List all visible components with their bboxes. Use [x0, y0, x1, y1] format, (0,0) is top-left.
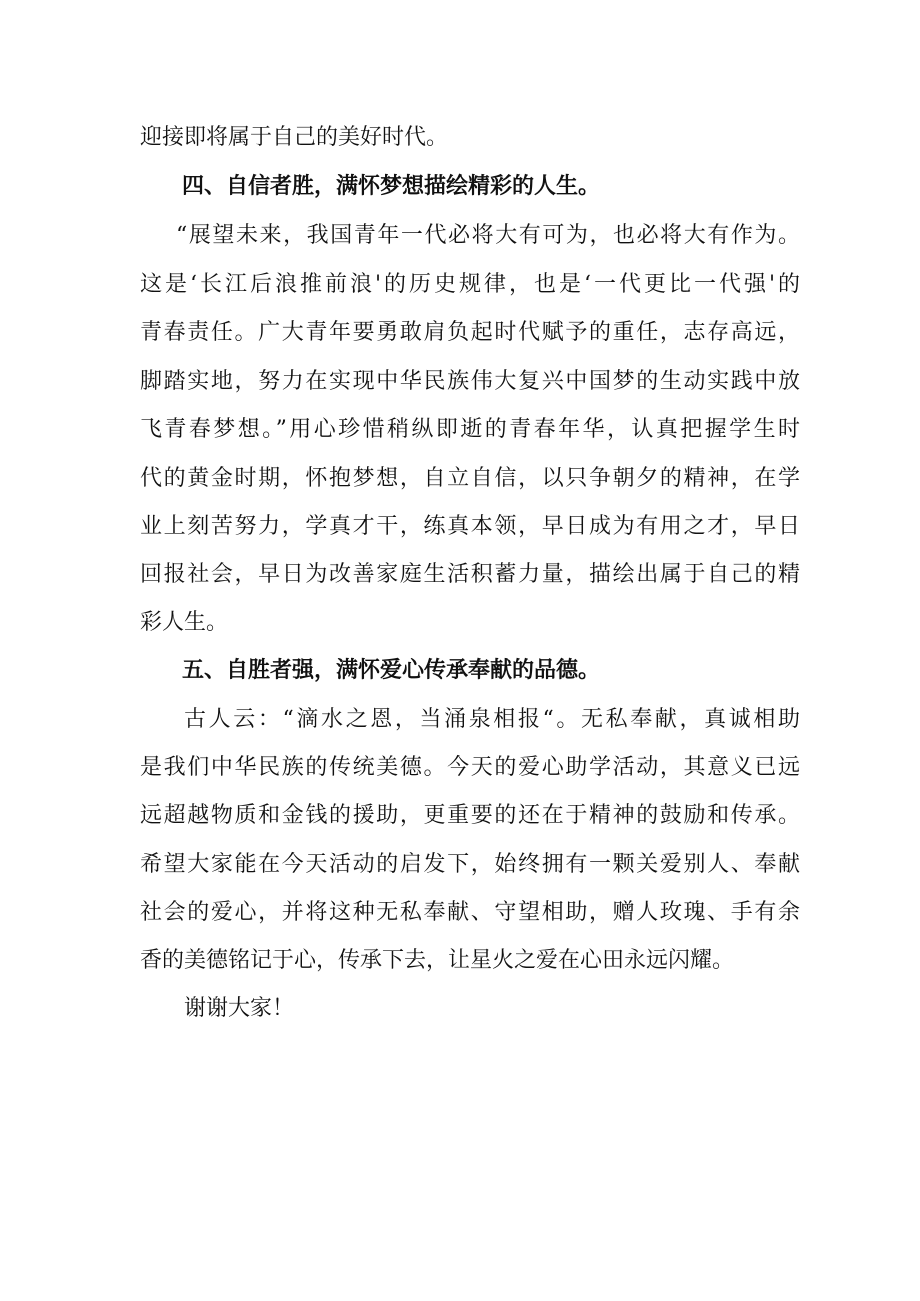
paragraph-line: 古人云：“滴水之恩，当涌泉相报“。无私奉献，真诚相助 [184, 707, 800, 732]
section-heading-5: 五、自胜者强，满怀爱心传承奉献的品德。 [182, 658, 601, 683]
paragraph-line: 飞青春梦想。”用心珍惜稍纵即逝的青春年华，认真把握学生时 [140, 417, 800, 442]
paragraph-line: 香的美德铭记于心，传承下去，让星火之爱在心田永远闪耀。 [140, 948, 735, 973]
paragraph-line: 彩人生。 [140, 610, 229, 635]
paragraph-line: 青春责任。广大青年要勇敢肩负起时代赋予的重任，志存高远， [140, 320, 800, 345]
closing-line: 谢谢大家！ [184, 996, 295, 1021]
paragraph-line: 迎接即将属于自己的美好时代。 [140, 125, 449, 150]
paragraph-line: 代的黄金时期，怀抱梦想，自立自信，以只争朝夕的精神，在学 [140, 466, 800, 491]
paragraph-line: 回报社会，早日为改善家庭生活积蓄力量，描绘出属于自己的精 [140, 562, 800, 587]
paragraph-line: 业上刻苦努力，学真才干，练真本领，早日成为有用之才，早日 [140, 514, 800, 539]
paragraph-line: 社会的爱心，并将这种无私奉献、守望相助，赠人玫瑰、手有余 [140, 900, 800, 925]
paragraph-line: 这是‘长江后浪推前浪'的历史规律，也是‘一代更比一代强'的 [140, 272, 800, 297]
section-heading-4: 四、自信者胜，满怀梦想描绘精彩的人生。 [182, 174, 601, 199]
paragraph-line: 是我们中华民族的传统美德。今天的爱心助学活动，其意义已远 [140, 755, 800, 780]
paragraph-line: 远超越物质和金钱的援助，更重要的还在于精神的鼓励和传承。 [140, 803, 800, 828]
paragraph-line: 脚踏实地，努力在实现中华民族伟大复兴中国梦的生动实践中放 [140, 369, 800, 394]
paragraph-line: 希望大家能在今天活动的启发下，始终拥有一颗关爱别人、奉献 [140, 852, 800, 877]
paragraph-line: “展望未来，我国青年一代必将大有可为，也必将大有作为。 [176, 223, 800, 248]
